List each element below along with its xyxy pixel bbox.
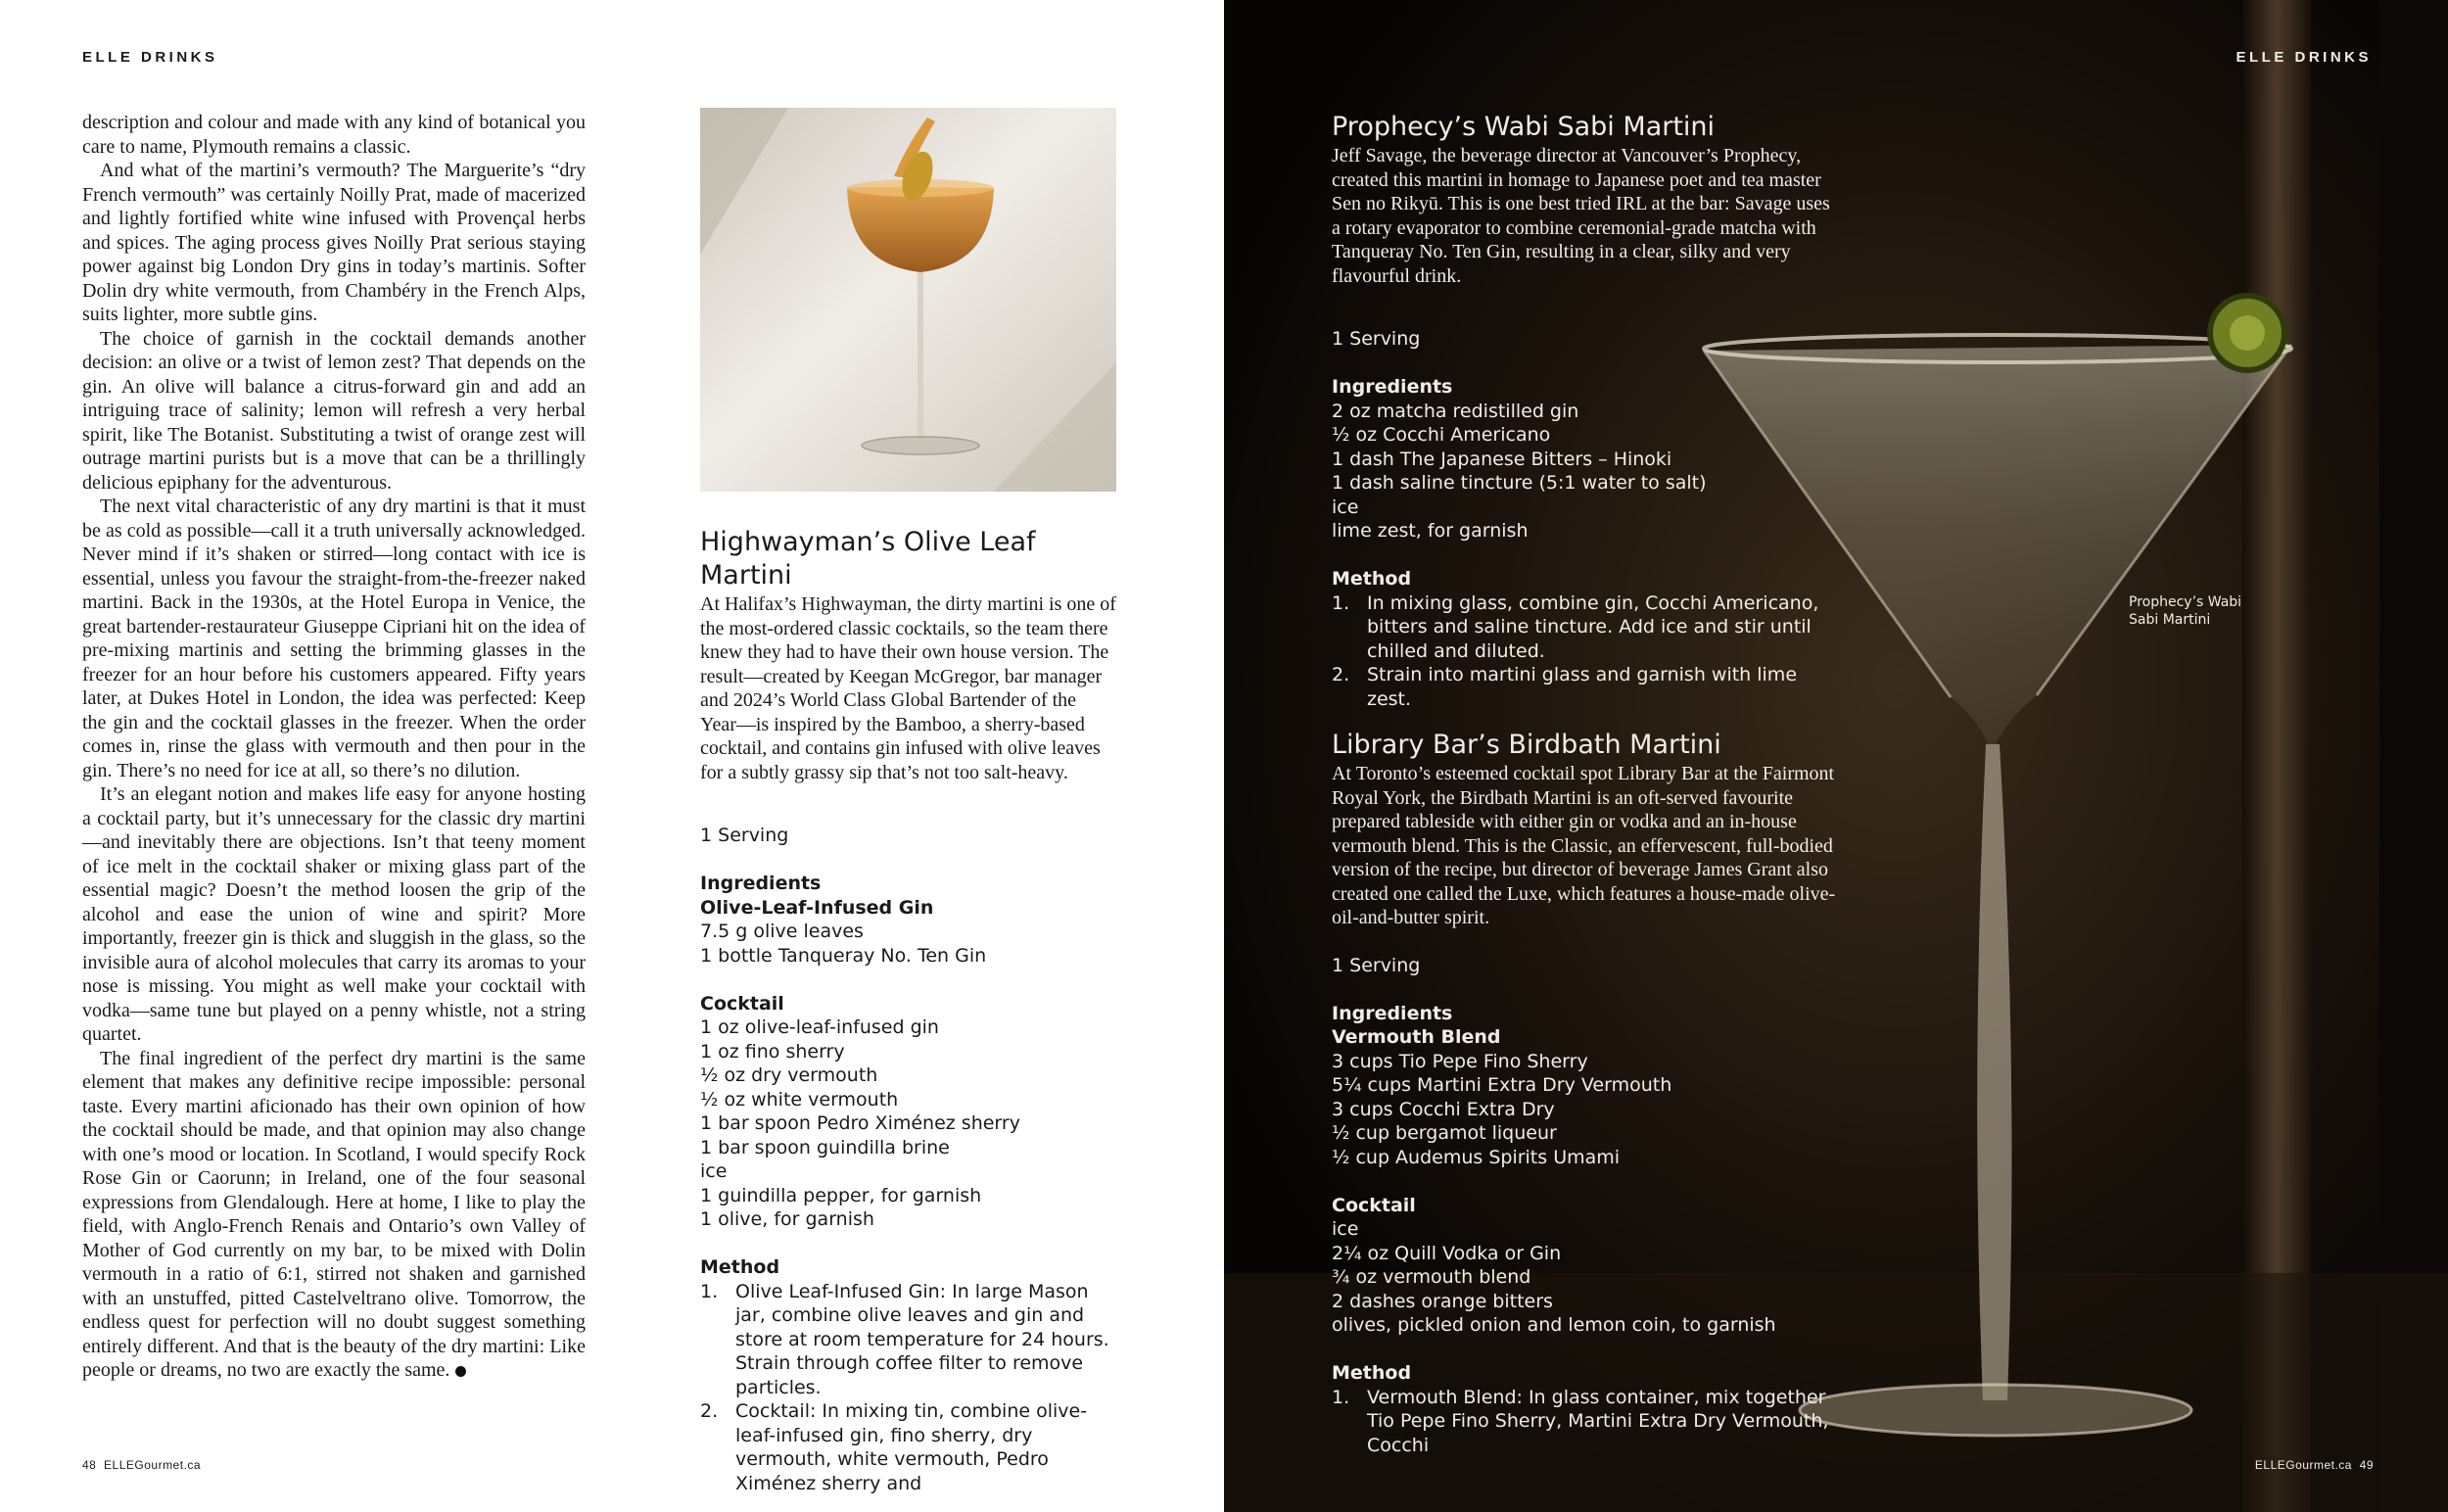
section-header-right: ELLE DRINKS <box>2236 49 2372 66</box>
ingredient-item: ½ cup Audemus Spirits Umami <box>1332 1146 1621 1168</box>
ingredients-heading: Ingredients <box>1332 1002 1453 1024</box>
site-name: ELLEGourmet.ca <box>2254 1458 2352 1472</box>
coupe-glass-illustration <box>700 108 1116 492</box>
highwayman-cocktail-photo <box>700 108 1116 492</box>
footer-right <box>2255 1458 2374 1472</box>
method-list <box>700 1280 1116 1496</box>
ingredient-item: 1 dash saline tincture (5:1 water to salt) <box>1332 472 1707 494</box>
ingredient-item: 1 oz fino sherry <box>700 1040 845 1063</box>
recipe-serving: 1 Serving <box>700 825 789 846</box>
article-paragraph: The choice of garnish in the cocktail demands another decision: an olive or a twist of lemon zest? That depends on the gin. An olive will balance a citrus-forward gin and add an intriguing trace of salinity; lemon will refresh a very herbal spirit, like The Botanist. Substituting a twist of orange zest will outrage martini purists but is a move that can be a thrillingly delicious epiphany for the adventurous. <box>82 327 586 494</box>
step-text: Strain into martini glass and garnish with lime zest. <box>1367 664 1798 710</box>
ingredient-item: ice <box>1332 496 1359 518</box>
ingredient-item: olives, pickled onion and lemon coin, to garnish <box>1332 1314 1776 1336</box>
ingredient-item: 2 oz matcha redistilled gin <box>1332 400 1579 422</box>
step-number: 1. <box>1332 591 1350 614</box>
ingredient-item: ½ oz white vermouth <box>700 1088 899 1110</box>
recipe-serving: 1 Serving <box>1332 954 1421 976</box>
highwayman-recipe <box>700 526 1116 1495</box>
ingredient-item: 1 bar spoon guindilla brine <box>700 1136 950 1158</box>
recipe-intro: Jeff Savage, the beverage director at Vancouver’s Prophecy, created this martini in homage to Japanese poet and tea master Sen no Rikyū. This is one best tried IRL at the bar: Savage uses a rotary evaporator to combine ceremonial-grade matcha with Tanqueray No. Ten Gin, resulting in a clear, silky and very flavourful drink. <box>1332 145 1830 287</box>
ingredient-item: ¾ oz vermouth blend <box>1332 1266 1531 1288</box>
ingredient-item: ½ oz dry vermouth <box>700 1064 878 1086</box>
ingredient-item: ½ cup bergamot liqueur <box>1332 1122 1557 1144</box>
article-paragraph: description and colour and made with any kind of botanical you care to name, Plymouth remains a classic. <box>82 112 586 158</box>
method-step <box>700 1399 1116 1495</box>
recipe-title: Highwayman’s Olive Leaf Martini <box>700 527 1036 591</box>
step-text: In mixing glass, combine gin, Cocchi Americano, bitters and saline tincture. Add ice and stir until chilled and diluted. <box>1367 591 1819 662</box>
step-number: 2. <box>1332 664 1350 685</box>
ingredient-item: 2 dashes orange bitters <box>1332 1290 1553 1312</box>
method-list <box>1332 591 1841 712</box>
method-heading: Method <box>1332 1362 1412 1384</box>
library-recipe <box>1332 729 1841 1457</box>
method-step <box>1332 591 1841 664</box>
recipe-intro: At Halifax’s Highwayman, the dirty martini is one of the most-ordered classic cocktails, so the team there knew they had to have their own house version. The result—created by Keegan McGregor, bar manager and 2024’s World Class Global Bartender of the Year—is inspired by the Bamboo, a sherry-based cocktail, and contains gin infused with olive leaves for a subtly grassy sip that’s not too salt-heavy. <box>700 593 1116 783</box>
ingredient-item: 1 olive, for garnish <box>700 1208 874 1230</box>
ingredient-item: 1 bar spoon Pedro Ximénez sherry <box>700 1112 1020 1134</box>
ingredients-heading: Ingredients <box>700 873 822 894</box>
step-number: 1. <box>1332 1386 1350 1408</box>
method-step <box>700 1280 1116 1400</box>
step-text: Olive Leaf-Infused Gin: In large Mason jar, combine olive leaves and gin and store at room temperature for 24 hours. Strain through coffee filter to remove particles. <box>735 1280 1109 1398</box>
method-step <box>1332 1386 1841 1458</box>
recipe-intro: At Toronto’s esteemed cocktail spot Library Bar at the Fairmont Royal York, the Birdbath Martini is an oft-served favourite prepared tableside with either gin or vodka and an in-house vermouth blend. This is the Classic, an effervescent, full-bodied version of the recipe, but director of beverage James Grant also created one called the Luxe, which features a house-made olive-oil-and-butter spirit. <box>1332 763 1836 928</box>
article-paragraph: And what of the martini’s vermouth? The Marguerite’s “dry French vermouth” was certainly Noilly Prat, made of macerized and lightly fortified white wine infused with Provençal herbs and spices. The aging process gives Noilly Prat serious staying power against big London Dry gins in today’s martinis. Softer Dolin dry white vermouth, from Chambéry in the French Alps, suits lighter, more subtle gins. <box>82 160 586 325</box>
ingredient-item: lime zest, for garnish <box>1332 520 1529 542</box>
article-paragraph-text: The final ingredient of the perfect dry martini is the same element that makes any definitive recipe impossible: personal taste. Every martini aficionado has their own opinion of how the cocktail should be made, and that opinion may also change with one’s mood or location. In Scotland, I would specify Rock Rose Gin or Caorunn; in Ireland, one of the four seasonal expressions from Glendalough. Here at home, I like to play the field, with Anglo-French Renais and Ontario’s own Valley of Mother of God currently on my bar, to be mixed with Dolin vermouth in a ratio of 6:1, stirred not shaken and garnished with an unstuffed, pitted Castelveltrano olive. Tomorrow, the endless quest for perfection will no doubt suggest something entirely different. And that is the beauty of the dry martini: Like people or dreams, no two are exactly the same. <box>82 1047 586 1381</box>
ingredient-item: 5¼ cups Martini Extra Dry Vermouth <box>1332 1074 1672 1096</box>
article-body <box>82 111 586 1383</box>
method-heading: Method <box>700 1256 780 1278</box>
infused-gin-heading: Olive-Leaf-Infused Gin <box>700 896 934 919</box>
article-paragraph-last <box>82 1047 586 1383</box>
ingredient-item: 7.5 g olive leaves <box>700 921 864 942</box>
article-paragraph: The next vital characteristic of any dry martini is that it must be as cold as possible—call it a truth universally acknowledged. Never mind if it’s shaken or stirred—long contact with ice is essential, unless you favour the straight-from-the-freezer naked martini. Back in the 1930s, at the Hotel Europa in Venice, the great bartender-restaurateur Giuseppe Cipriani hit on the idea of pre-mixing martinis and setting the brimming glasses in the freezer for an hour before his customers appeared. Fifty years later, at Dukes Hotel in London, the idea was perfected: Keep the gin and the cocktail glasses in the freezer. When the order comes in, rinse the glass with vermouth and then pour in the gin. There’s no need for ice at all, so there’s no dilution. <box>82 496 586 781</box>
site-name: ELLEGourmet.ca <box>104 1458 202 1472</box>
page-number: 49 <box>2359 1458 2374 1472</box>
ingredient-item: 3 cups Cocchi Extra Dry <box>1332 1098 1555 1120</box>
ingredients-heading: Ingredients <box>1332 376 1453 398</box>
end-mark-icon <box>455 1366 466 1377</box>
ingredient-item: 1 dash The Japanese Bitters – Hinoki <box>1332 448 1672 470</box>
cocktail-heading: Cocktail <box>1332 1194 1416 1216</box>
method-list <box>1332 1386 1841 1458</box>
section-header-left: ELLE DRINKS <box>82 49 218 66</box>
photo-caption: Prophecy’s Wabi Sabi Martini <box>2129 594 2242 628</box>
page-number: 48 <box>82 1458 97 1472</box>
ingredient-item: ice <box>700 1160 728 1182</box>
ingredient-item: ice <box>1332 1218 1359 1240</box>
step-text: Cocktail: In mixing tin, combine olive-leaf-infused gin, fino sherry, dry vermouth, white vermouth, Pedro Ximénez sherry and <box>735 1400 1088 1494</box>
recipe-title: Prophecy’s Wabi Sabi Martini <box>1332 112 1716 142</box>
cocktail-heading: Cocktail <box>700 992 784 1015</box>
step-number: 1. <box>700 1280 719 1302</box>
recipe-serving: 1 Serving <box>1332 328 1421 350</box>
ingredient-item: 1 bottle Tanqueray No. Ten Gin <box>700 944 987 967</box>
step-text: Vermouth Blend: In glass container, mix together Tio Pepe Fino Sherry, Martini Extra Dry Vermouth, Cocchi <box>1367 1386 1829 1456</box>
vermouth-blend-heading: Vermouth Blend <box>1332 1026 1501 1048</box>
method-heading: Method <box>1332 568 1412 590</box>
article-paragraph: It’s an elegant notion and makes life easy for anyone hosting a cocktail party, but it’s unnecessary for the classic dry martini—and inevitably there are objections. Isn’t that teeny moment of ice melt in the cocktail shaker or mixing glass part of the essential magic? Doesn’t the method loosen the grip of the alcohol and ease the union of wine and spirit? More importantly, freezer gin is thick and sluggish in the glass, so the invisible aura of alcohol molecules that carry its aromas to your nose is missing. You might as well make your cocktail with vodka—same tune but played on a penny whistle, not a string quartet. <box>82 783 586 1045</box>
ingredient-item: ½ oz Cocchi Americano <box>1332 424 1551 446</box>
prophecy-recipe <box>1332 111 1841 711</box>
ingredient-item: 1 oz olive-leaf-infused gin <box>700 1016 939 1038</box>
step-number: 2. <box>700 1400 719 1422</box>
footer-left <box>82 1458 201 1472</box>
ingredient-item: 3 cups Tio Pepe Fino Sherry <box>1332 1050 1588 1072</box>
ingredient-item: 1 guindilla pepper, for garnish <box>700 1184 982 1206</box>
method-step <box>1332 663 1841 711</box>
ingredient-item: 2¼ oz Quill Vodka or Gin <box>1332 1242 1562 1264</box>
recipe-title: Library Bar’s Birdbath Martini <box>1332 730 1721 760</box>
